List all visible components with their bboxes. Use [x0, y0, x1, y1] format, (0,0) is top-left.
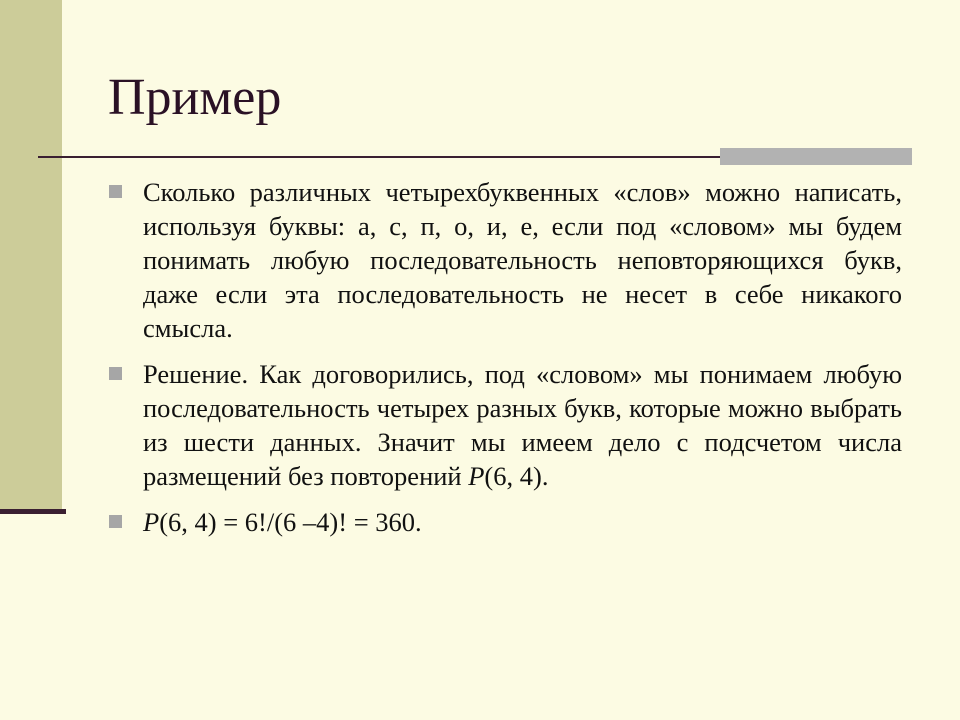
title-divider-accent [720, 148, 912, 165]
side-decorative-line [0, 509, 66, 514]
formula-result: (6, 4) = 6!/(6 –4)! = 360. [159, 507, 422, 537]
title-divider [38, 156, 720, 158]
bullet-text: Сколько различных четырехбуквенных «слов» можно написать, используя буквы: а, с, п, о, и, е, если под «словом» мы будем понимать любую последовательность неповторяющихся букв, даже если эта последовательность не несет в себе никакого смысла. [143, 177, 902, 343]
square-bullet-icon [109, 185, 122, 198]
bullet-item-question [108, 175, 902, 345]
formula-symbol: P [143, 507, 160, 537]
square-bullet-icon [109, 367, 122, 380]
side-decorative-band [0, 0, 62, 512]
formula-symbol: P [468, 461, 485, 491]
square-bullet-icon [109, 515, 122, 528]
formula-args: (6, 4). [484, 461, 549, 491]
bullet-text: Решение. Как договорились, под «словом» мы понимаем любую последовательность четырех разных букв, которые можно выбрать из шести данных. Значит мы имеем дело с подсчетом числа размещений без повторений [143, 359, 902, 491]
bullet-item-formula [108, 505, 902, 539]
bullet-item-solution [108, 357, 902, 493]
slide-content-list [108, 175, 902, 551]
slide-title: Пример [108, 69, 282, 126]
